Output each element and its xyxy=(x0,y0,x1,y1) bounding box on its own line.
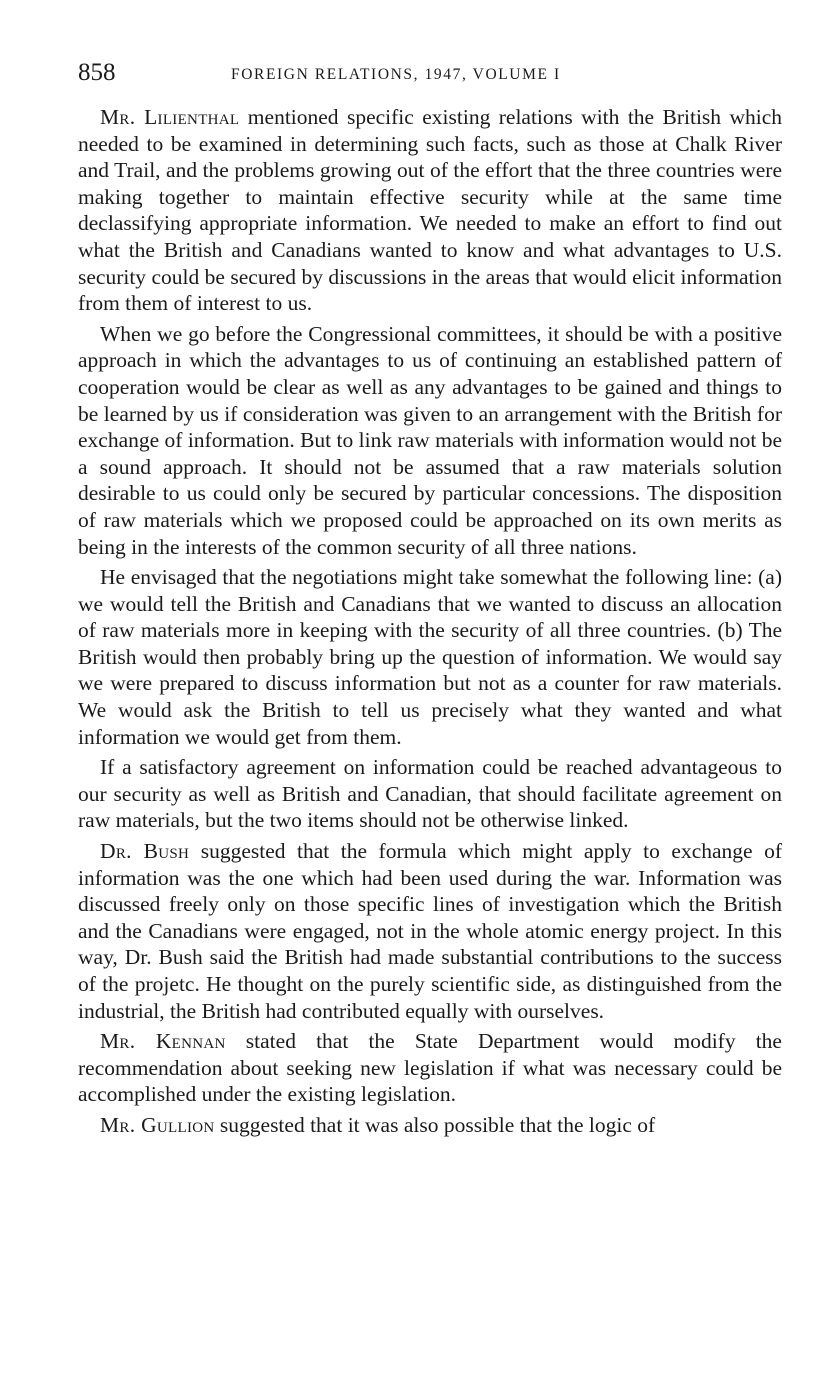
speaker-name: Mr. Gullion xyxy=(100,1112,215,1137)
paragraph-bush xyxy=(78,838,782,1024)
paragraph-text: suggested that it was also possible that the logic of xyxy=(214,1112,656,1137)
running-head xyxy=(78,56,782,90)
paragraph-lilienthal xyxy=(78,104,782,317)
speaker-name: Mr. Lilienthal xyxy=(100,105,240,129)
paragraph-gullion xyxy=(78,1112,782,1139)
paragraph-text: When we go before the Congressional committees, it should be with a positive approach in which the advantages to us of continuing an established pattern of cooperation would be clear as well as any advantages to be gained and things to be learned by us if consideration was given to an arrangement with the British for exchange of information. But to link raw materials with information would not be a sound approach. It should not be assumed that a raw materials solution desirable to us could only be secured by particular concessions. The disposition of raw materials which we proposed could be approached on its own merits as being in the interests of the common security of all three nations. xyxy=(78,321,782,559)
document-page xyxy=(78,56,782,1143)
paragraph-text: He envisaged that the negotiations might take somewhat the following line: (a) we would tell the British and Canadians that we wanted to discuss an allocation of raw materials more in keeping with the security of all three countries. (b) The British would then probably bring up the question of information. We would say we were prepared to discuss information but not as a counter for raw materials. We would ask the British to tell us precisely what they wanted and what information we would get from them. xyxy=(78,565,782,749)
paragraph-negotiations xyxy=(78,564,782,750)
running-head-title: FOREIGN RELATIONS, 1947, VOLUME I xyxy=(231,66,561,83)
paragraph-text: mentioned specific existing relations with the British which needed to be examined in determining such facts, such as those at Chalk River and Trail, and the problems growing out of the effort that the three countries were making together to maintain effective security while at the same time declassifying appropriate information. We needed to make an effort to find out what the British and Canadians wanted to know and what advantages to U.S. security could be secured by discussions in the areas that would elicit information from them of interest to us. xyxy=(78,105,782,316)
paragraph-congressional xyxy=(78,321,782,560)
speaker-name: Mr. Kennan xyxy=(100,1029,226,1054)
paragraph-text: suggested that the formula which might apply to exchange of information was the one which had been used during the war. Information was discussed freely only on those specific lines of investigation which the British and the Canadians were engaged, not in the whole atomic energy project. In this way, Dr. Bush said the British had made substantial contributions to the success of the projetc. He thought on the purely scientific side, as distinguished from the industrial, the British had contributed equally with ourselves. xyxy=(78,839,783,1023)
paragraph-kennan xyxy=(78,1028,782,1108)
speaker-name: Dr. Bush xyxy=(100,839,190,864)
paragraph-agreement xyxy=(78,754,782,834)
paragraph-text: If a satisfactory agreement on information could be reached advantageous to our security as well as British and Canadian, that should facilitate agreement on raw materials, but the two items should not be otherwise linked. xyxy=(78,755,782,833)
page-number: 858 xyxy=(78,59,116,86)
paragraph-text: stated that the State Department would modify the recommendation about seeking new legislation if what was necessary could be accomplished under the existing legislation. xyxy=(78,1029,782,1107)
